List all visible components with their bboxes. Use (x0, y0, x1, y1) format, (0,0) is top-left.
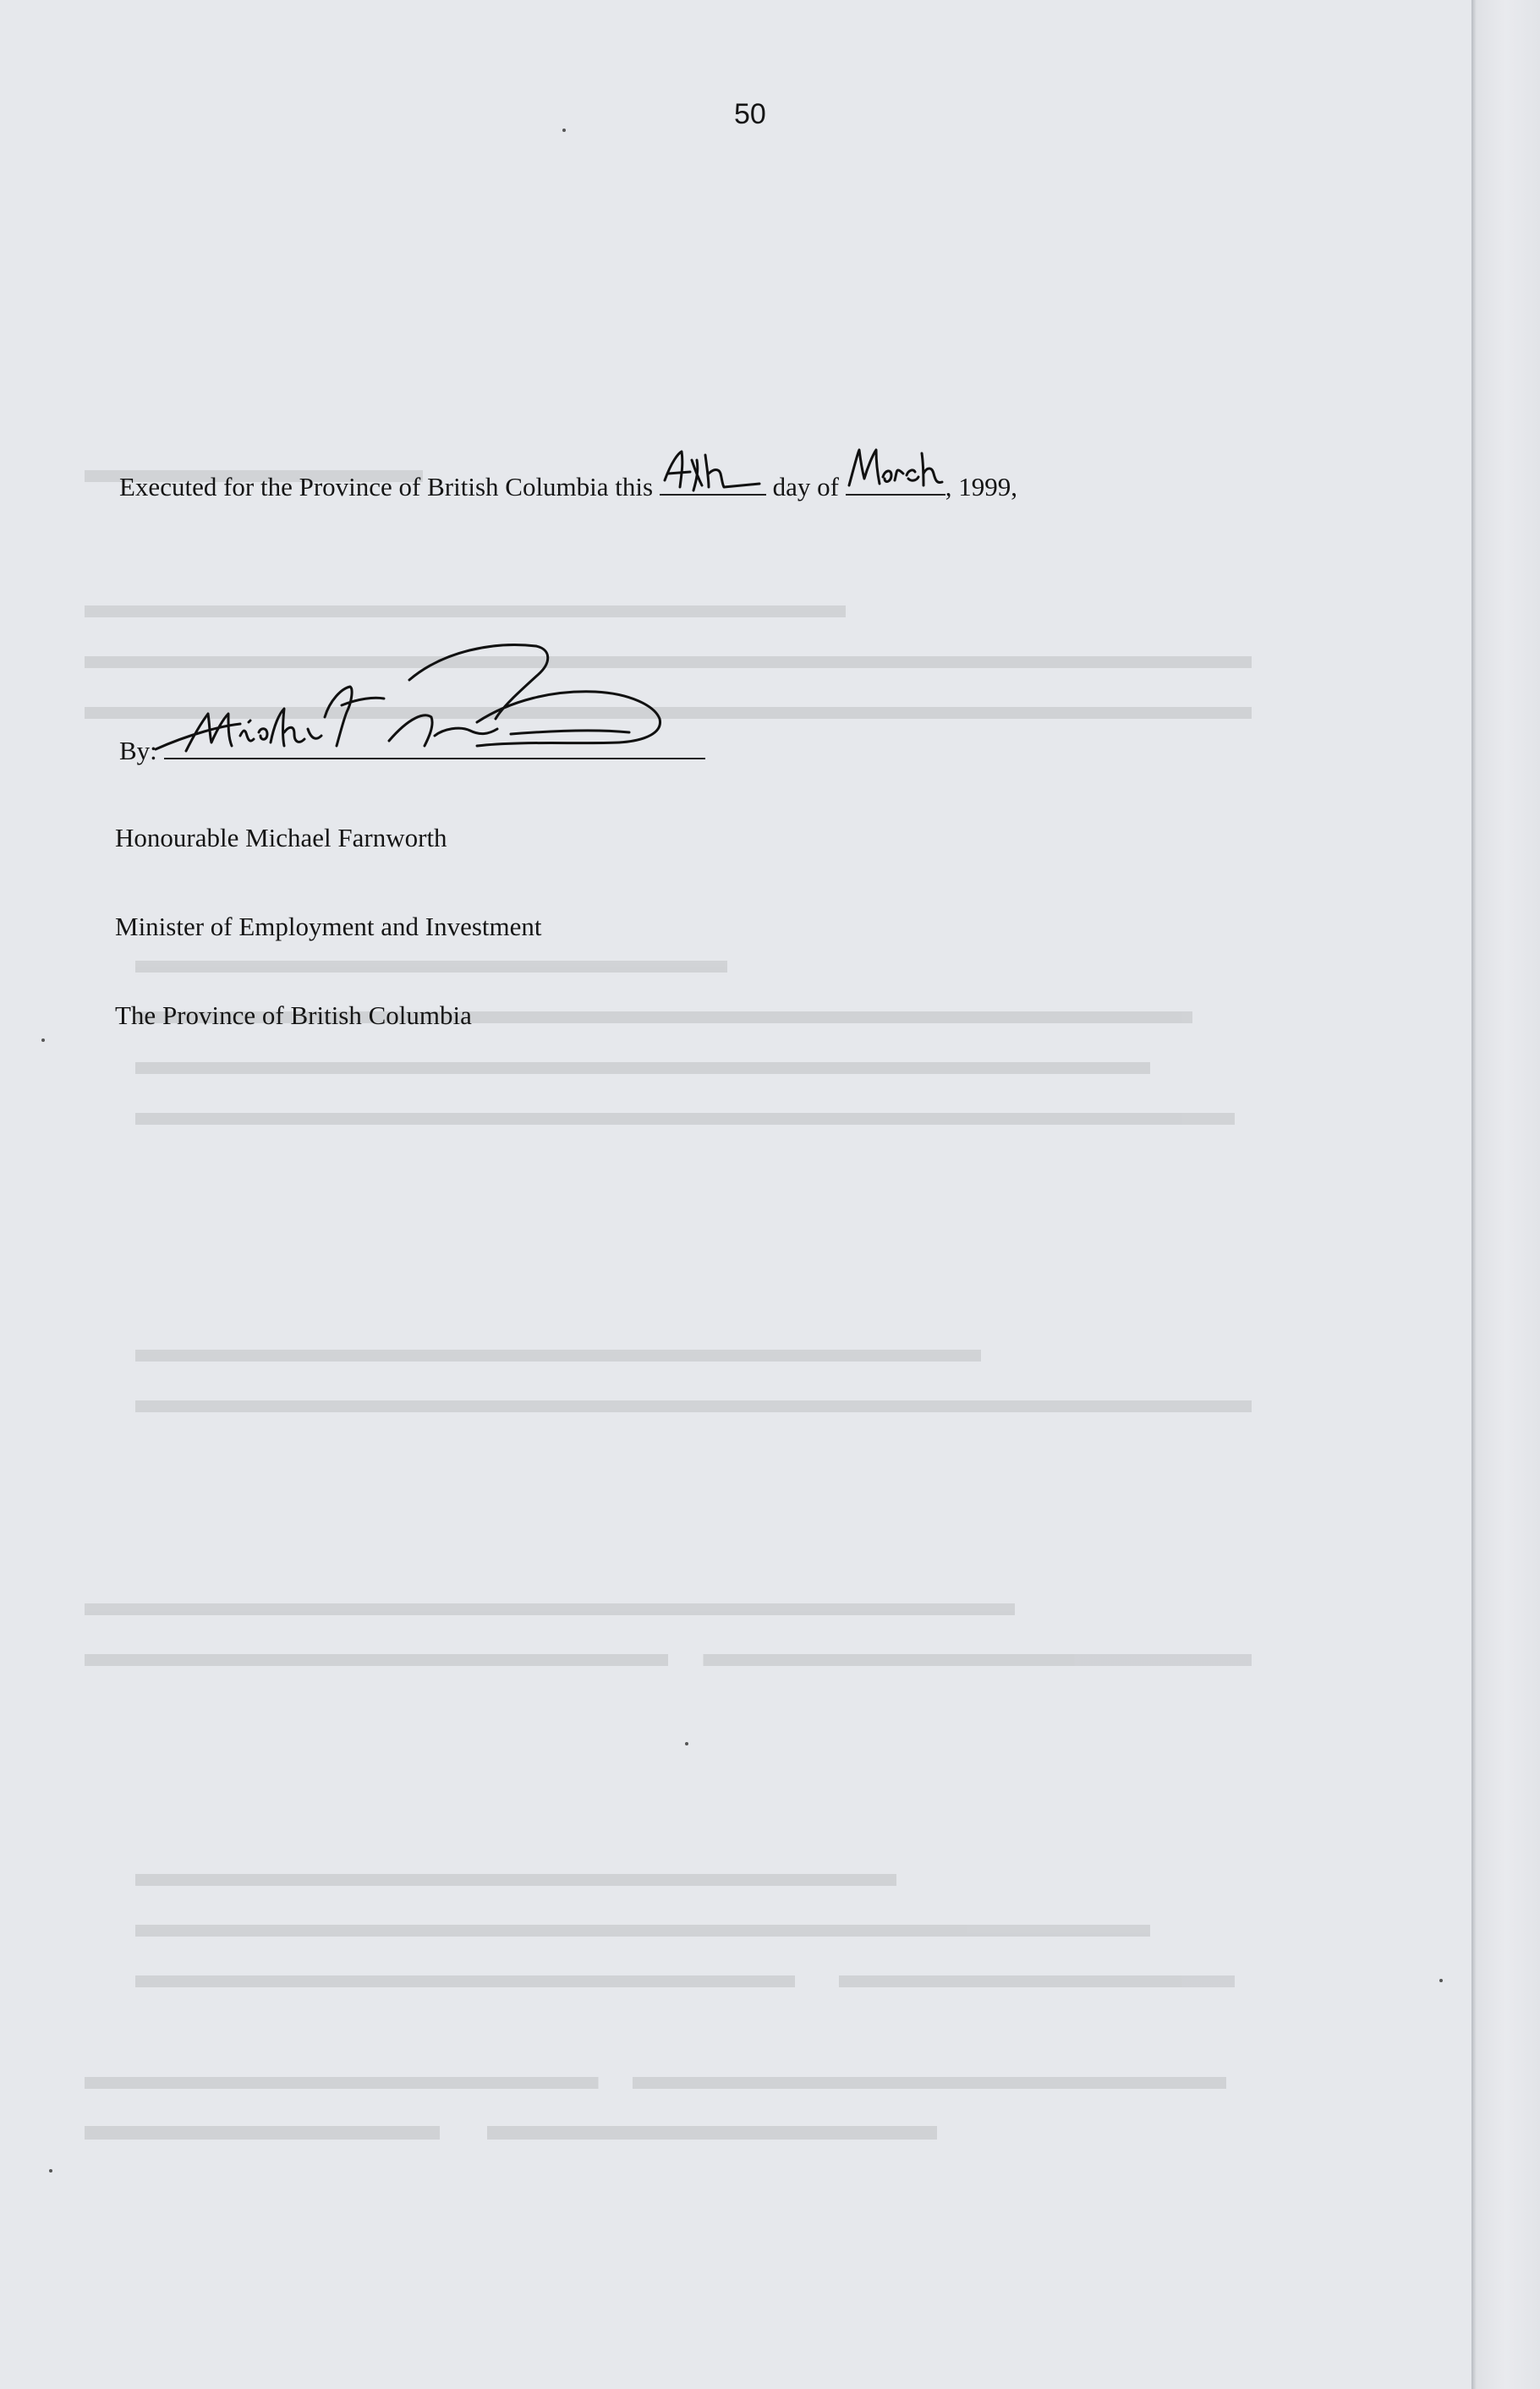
paper-speck (685, 1742, 688, 1745)
month-handwriting (846, 441, 945, 496)
signatory-title: Minister of Employment and Investment (115, 912, 542, 941)
signatory-organization: The Province of British Columbia (115, 1000, 472, 1030)
reverse-side-show-through (85, 364, 1353, 2140)
adjacent-page-edge (1471, 0, 1540, 2389)
day-blank (660, 470, 766, 496)
signature-image (156, 641, 697, 759)
signature-blank (164, 734, 705, 759)
execution-line (119, 470, 1017, 502)
execution-prefix: Executed for the Province of British Columbia this (119, 472, 654, 501)
by-label: By: (119, 736, 157, 765)
signature-line (119, 734, 705, 766)
day-handwriting (660, 445, 766, 496)
signatory-name: Honourable Michael Farnworth (115, 823, 447, 852)
paper-speck (1439, 1979, 1443, 1982)
paper-speck (49, 2169, 52, 2173)
execution-middle: day of (772, 472, 839, 501)
execution-suffix: , 1999, (945, 472, 1017, 501)
page-number: 50 (734, 98, 766, 130)
paper-speck (562, 129, 566, 132)
paper-speck (41, 1038, 45, 1042)
month-blank (846, 470, 945, 496)
